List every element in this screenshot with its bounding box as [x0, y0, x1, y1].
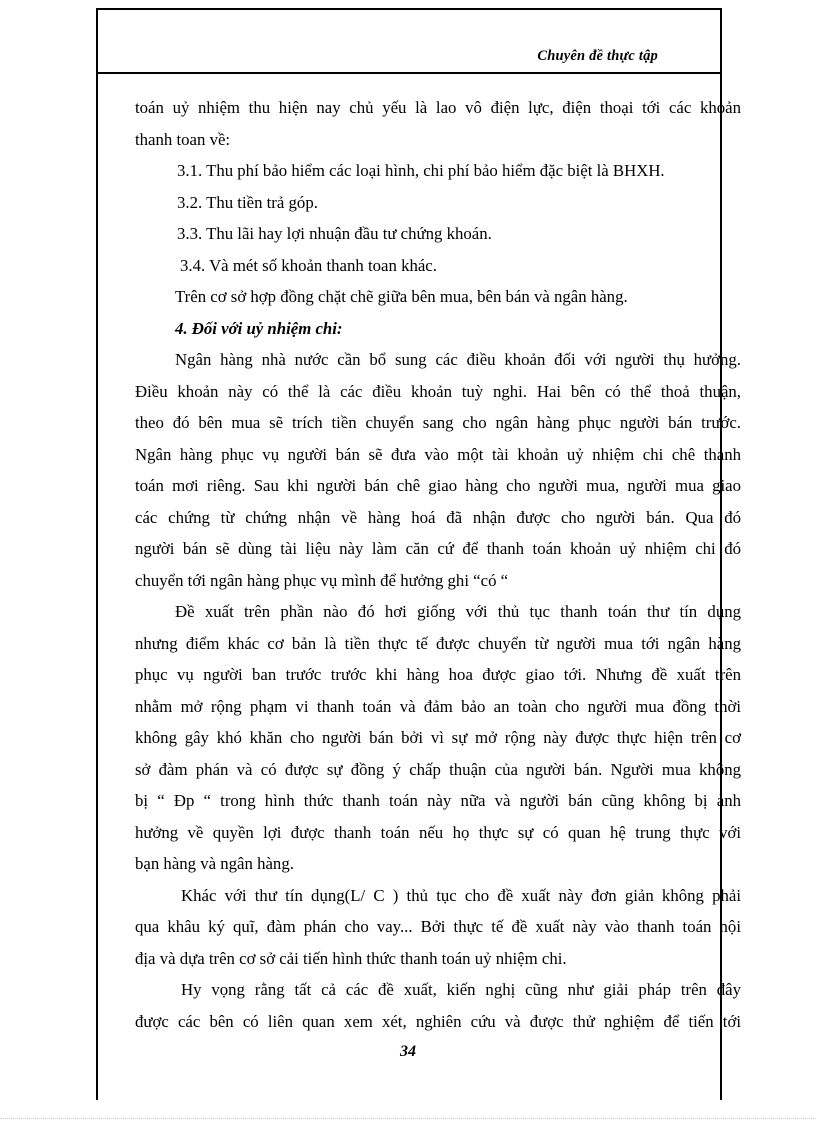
document-body [135, 92, 741, 1037]
paragraph5-line: Hy vọng rằng tất cả các đề xuất, kiến nghị cũng như giải pháp trên đây [181, 980, 741, 999]
paragraph4-line: qua khâu ký quĩ, đàm phán cho vay... Bởi thực tế đề xuất này vào thanh toán nội [135, 917, 741, 936]
paragraph3-line: bị “ Đp “ trong hình thức thanh toán này nữa và người bán cũng không bị ảnh [135, 791, 741, 810]
paragraph3-line: Đề xuất trên phần nào đó hơi giống với thủ tục thanh toán thư tín dụng [175, 602, 741, 621]
paragraph3-line: hưởng về quyền lợi được thanh toán nếu họ thực sự có quan hệ trung thực với [135, 822, 741, 842]
paragraph1-line: thanh toan về: [135, 129, 231, 149]
list-item: 3.3. Thu lãi hay lợi nhuận đầu tư chứng khoán. [177, 224, 492, 243]
paragraph4-line: địa và dựa trên cơ sở cải tiến hình thức thanh toán uỷ nhiệm chi. [135, 948, 567, 968]
page-header-title: Chuyên đề thực tập [537, 48, 658, 64]
paragraph4-line: Khác với thư tín dụng(L/ C ) thủ tục cho đề xuất này đơn giản không phải [181, 885, 741, 905]
header-rule [96, 72, 720, 74]
paragraph2-line: theo đó bên mua sẽ trích tiền chuyển sang cho ngân hàng phục người bán trước. [135, 413, 741, 432]
paragraph2-line: Ngân hàng nhà nước cần bổ sung các điều khoản đối với người thụ hưởng. [175, 350, 741, 369]
paragraph2-line: Ngân hàng phục vụ người bán sẽ đưa vào một tài khoản uỷ nhiệm chi chê thanh [135, 444, 741, 464]
paragraph2-line: Điều khoản này có thể là các điều khoản tuỳ nghi. Hai bên có thể thoả thuận, [135, 381, 741, 401]
paragraph2-line: các chứng từ chứng nhận về hàng hoá đã nhận được cho người bán. Qua đó [135, 507, 741, 527]
paragraph1-line: toán uỷ nhiệm thu hiện nay chủ yếu là lao vô điện lực, điện thoại tới các khoản [135, 98, 741, 117]
paragraph3-line: bạn hàng và ngân hàng. [135, 854, 294, 873]
page-number: 34 [400, 1043, 416, 1060]
list-item: 3.2. Thu tiền trả góp. [177, 192, 318, 212]
paragraph2-line: người bán sẽ dùng tài liệu này làm căn cứ để thanh toán khoản uỷ nhiệm chi đó [135, 539, 741, 558]
footer-rule [0, 1118, 816, 1119]
section-heading: 4. Đối với uỷ nhiệm chi: [175, 318, 343, 338]
paragraph3-line: không gây khó khăn cho người bán bởi vì sự mở rộng này được thực hiện trên cơ [135, 728, 741, 747]
list-item: 3.4. Và mét số khoản thanh toan khác. [180, 255, 437, 275]
paragraph5-line: được các bên có liên quan xem xét, nghiên cứu và được thử nghiệm để tiến tới [135, 1011, 741, 1031]
paragraph3-line: sở đàm phán và có được sự đồng ý chấp thuận của người bán. Người mua không [135, 759, 741, 779]
paragraph2-line: chuyển tới ngân hàng phục vụ mình để hưởng ghi “có “ [135, 570, 509, 590]
paragraph3-line: phục vụ người ban trước trước khi hàng hoa được giao tới. Nhưng đề xuất trên [135, 665, 741, 684]
paragraph3-line: nhưng điểm khác cơ bản là tiền thực tế được chuyển từ người mua tới ngân hàng [135, 633, 741, 653]
paragraph2-line: toán mơi riêng. Sau khi người bán chê giao hàng cho người mua, người mua giao [135, 476, 741, 495]
list-item: 3.1. Thu phí bảo hiểm các loại hình, chi phí bảo hiểm đặc biệt là BHXH. [177, 161, 665, 180]
paragraph3-line: nhằm mở rộng phạm vi thanh toán và đảm bảo an toàn cho người mua đồng thời [135, 696, 741, 716]
basis-line: Trên cơ sở hợp đồng chặt chẽ giữa bên mua, bên bán và ngân hàng. [175, 287, 628, 306]
